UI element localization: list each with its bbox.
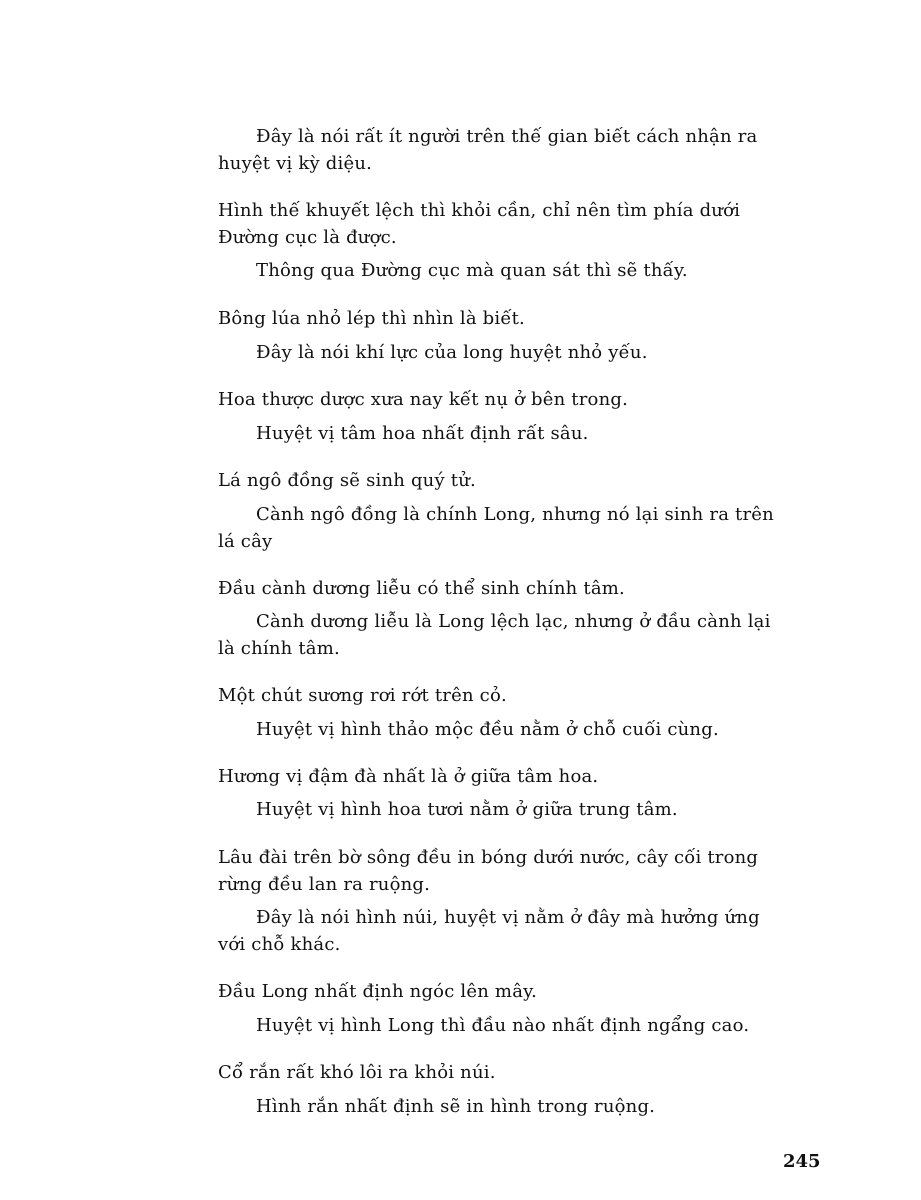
text-line: huyệt vị kỳ diệu. [218, 153, 373, 174]
text-line: Đường cục là được. [218, 227, 397, 248]
text-line: Hoa thược dược xưa nay kết nụ ở bên trong. [218, 389, 629, 410]
text-line: Thông qua Đường cục mà quan sát thì sẽ thấy. [256, 260, 688, 281]
text-line: Hương vị đậm đà nhất là ở giữa tâm hoa. [218, 766, 599, 787]
text-line: Đây là nói khí lực của long huyệt nhỏ yếu. [256, 342, 648, 363]
text-line: lá cây [218, 531, 273, 552]
text-line: Cổ rắn rất khó lôi ra khỏi núi. [218, 1062, 496, 1083]
page-number: 245 [783, 1151, 821, 1172]
text-line: Hình thế khuyết lệch thì khỏi cần, chỉ nên tìm phía dưới [218, 200, 741, 221]
text-line: với chỗ khác. [218, 934, 341, 955]
text-line: Huyệt vị hình hoa tươi nằm ở giữa trung tâm. [256, 799, 678, 820]
text-line: Cành ngô đồng là chính Long, nhưng nó lại sinh ra trên [256, 504, 774, 525]
text-line: Huyệt vị hình thảo mộc đều nằm ở chỗ cuối cùng. [256, 719, 719, 740]
text-line: Một chút sương rơi rớt trên cỏ. [218, 685, 507, 706]
text-line: rừng đều lan ra ruộng. [218, 874, 431, 895]
text-line: Huyệt vị hình Long thì đầu nào nhất định ngẩng cao. [256, 1015, 750, 1036]
text-line: Đầu cành dương liễu có thể sinh chính tâm. [218, 578, 625, 599]
text-line: Đầu Long nhất định ngóc lên mây. [218, 981, 538, 1002]
text-line: Huyệt vị tâm hoa nhất định rất sâu. [256, 423, 589, 444]
text-line: Bông lúa nhỏ lép thì nhìn là biết. [218, 308, 525, 329]
text-line: Hình rắn nhất định sẽ in hình trong ruộng. [256, 1096, 656, 1117]
text-line: Đây là nói hình núi, huyệt vị nằm ở đây mà hưởng ứng [256, 907, 760, 928]
text-line: Cành dương liễu là Long lệch lạc, nhưng ở đầu cành lại [256, 611, 771, 632]
text-line: Lá ngô đồng sẽ sinh quý tử. [218, 470, 476, 491]
text-line: Lâu đài trên bờ sông đều in bóng dưới nước, cây cối trong [218, 847, 759, 868]
text-line: là chính tâm. [218, 638, 340, 659]
text-line: Đây là nói rất ít người trên thế gian biết cách nhận ra [256, 126, 758, 147]
